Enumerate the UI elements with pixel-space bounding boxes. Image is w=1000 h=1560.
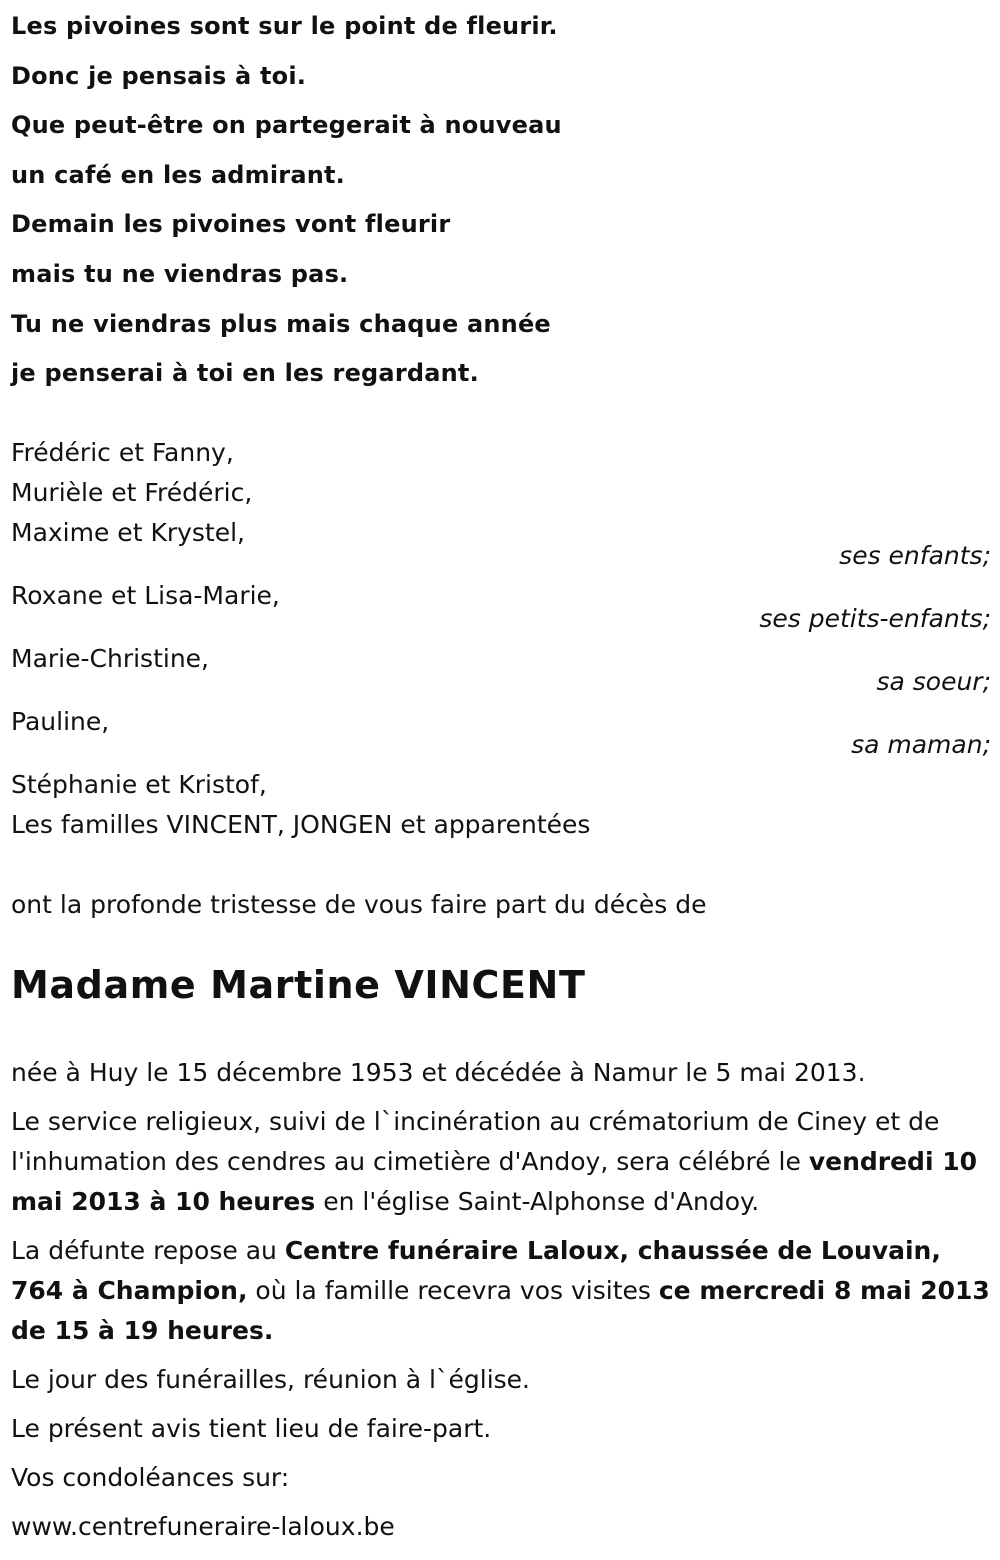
family-grandchildren-line: Roxane et Lisa-Marie, [11, 581, 280, 610]
repose-visits: où la famille recevra vos visites [247, 1276, 659, 1305]
poem [11, 0, 991, 399]
repose-visit-date: ce mercredi 8 mai 2013 de 15 à 19 heures. [11, 1276, 990, 1345]
service-place: en l'église Saint-Alphonse d'Andoy. [315, 1187, 760, 1216]
poem-line: un café en les admirant. [11, 160, 346, 189]
condolences-label: Vos condoléances sur: [11, 1463, 290, 1492]
birth-death-text: née à Huy le 15 décembre 1953 et décédée à Namur le 5 mai 2013. [11, 1058, 866, 1087]
family-sister-line: Marie-Christine, [11, 644, 209, 673]
family-others-line: Stéphanie et Kristof, [11, 770, 267, 799]
family-children-line: Murièle et Frédéric, [11, 478, 253, 507]
poem-line: Demain les pivoines vont fleurir [11, 210, 451, 239]
family-others-line: Les familles VINCENT, JONGEN et apparentées [11, 810, 591, 839]
service-text-start: Le service religieux, suivi de l`incinération au crématorium de Ciney et de l'inhumation des cendres au cimetière d'Andoy, sera célébré le [11, 1107, 940, 1176]
family-role-children: ses enfants; [839, 541, 991, 570]
website-link[interactable]: www.centrefuneraire-laloux.be [11, 1512, 395, 1541]
family-role-mother: sa maman; [851, 730, 991, 759]
funeral-day-text: Le jour des funérailles, réunion à l`église. [11, 1365, 530, 1394]
details [11, 1053, 996, 1556]
family-mother-line: Pauline, [11, 707, 110, 736]
poem-line: Tu ne viendras plus mais chaque année [11, 309, 551, 338]
poem-line: Que peut-être on partegerait à nouveau [11, 111, 562, 140]
family-children-line: Frédéric et Fanny, [11, 438, 234, 467]
family-role-sister: sa soeur; [876, 667, 991, 696]
deceased-name: Madame Martine VINCENT [11, 963, 586, 1007]
repose-text [11, 1231, 996, 1351]
obituary-page [11, 0, 991, 1541]
service-date: vendredi 10 mai 2013 à 10 heures [11, 1147, 978, 1216]
family-role-grandchildren: ses petits-enfants; [759, 604, 991, 633]
notice-text: Le présent avis tient lieu de faire-part. [11, 1414, 492, 1443]
repose-text-start: La défunte repose au [11, 1236, 285, 1265]
poem-line: Les pivoines sont sur le point de fleurir. [11, 12, 558, 40]
poem-line: Donc je pensais à toi. [11, 61, 307, 90]
announcement-text: ont la profonde tristesse de vous faire part du décès de [11, 890, 707, 919]
repose-location: Centre funéraire Laloux, chaussée de Louvain, 764 à Champion, [11, 1236, 941, 1305]
family-children-line: Maxime et Krystel, [11, 518, 246, 547]
service-text [11, 1102, 996, 1222]
poem-line: mais tu ne viendras pas. [11, 259, 349, 288]
poem-line: je penserai à toi en les regardant. [11, 359, 479, 388]
